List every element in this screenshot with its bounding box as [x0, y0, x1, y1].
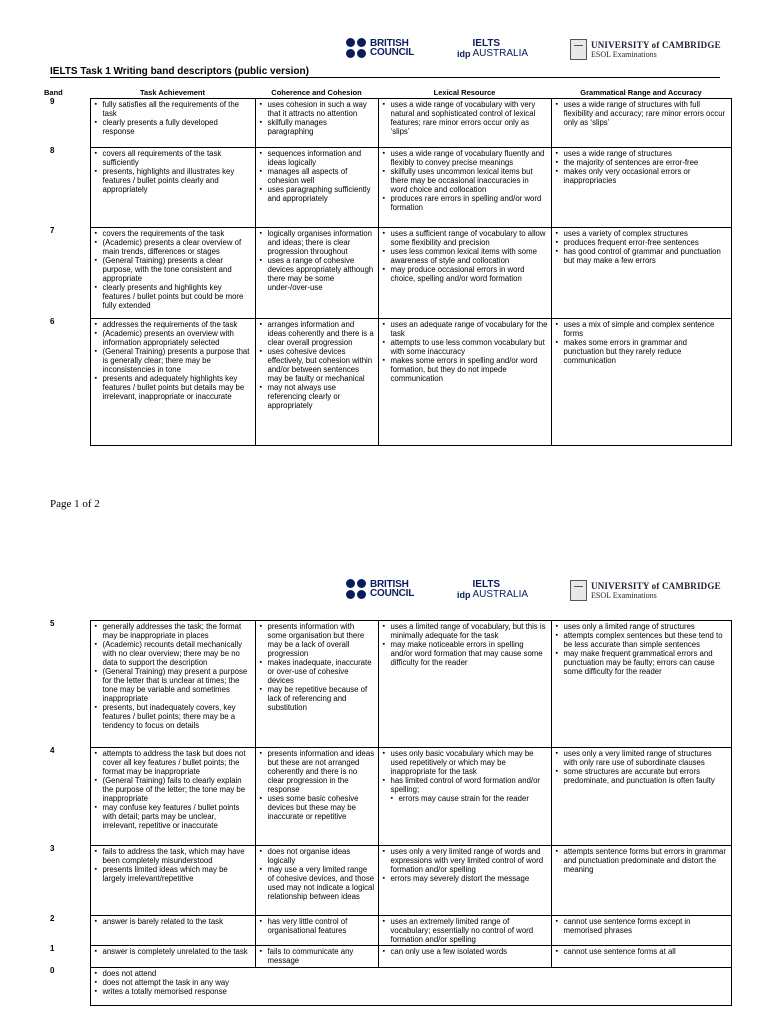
task-achievement-cell: [90, 319, 255, 446]
descriptor-list: [260, 229, 375, 292]
descriptor-item: ▪ uses a range of cohesive devices appropriately although there may be some under-/over-use: [260, 256, 375, 292]
descriptor-item: ▪ (General Training) may present a purpose for the letter that is unclear at times; the tone may be variable and sometimes inappropriate: [95, 667, 252, 703]
band-row-2: [48, 916, 731, 946]
descriptor-item: ▪ (General Training) fails to clearly explain the purpose of the letter; the tone may be inappropriate: [95, 776, 252, 803]
descriptor-item: ▪ uses only basic vocabulary which may be used repetitively or which may be inappropriate for the task: [383, 749, 548, 776]
descriptor-list: [383, 749, 548, 794]
coherence-cell: [255, 319, 378, 446]
descriptor-list: [95, 847, 252, 883]
task-achievement-cell: [90, 621, 255, 748]
lexical-cell: [378, 916, 551, 946]
lexical-cell: [378, 148, 551, 228]
band-number: 1: [50, 943, 55, 953]
lexical-cell: [378, 99, 551, 148]
descriptor-item: ▪ does not attend: [95, 969, 728, 978]
descriptor-list: [556, 847, 728, 874]
descriptor-item: ▪ uses only a very limited range of words and expressions with very limited control of word formation and/or spelling: [383, 847, 548, 874]
descriptor-item: ▪ (Academic) presents an overview with information appropriately selected: [95, 329, 252, 347]
descriptor-item: ▪ uses some basic cohesive devices but these may be inaccurate or repetitive: [260, 794, 375, 821]
descriptor-item: ▪ uses a wide range of vocabulary fluently and flexibly to convey precise meanings: [383, 149, 548, 167]
descriptor-list: [383, 320, 548, 383]
lexical-cell: [378, 846, 551, 916]
descriptor-item: ▪ uses an adequate range of vocabulary for the task: [383, 320, 548, 338]
descriptor-item: ▪ skilfully uses uncommon lexical items but there may be occasional inaccuracies in word choice and collocation: [383, 167, 548, 194]
descriptor-item: ▪ answer is barely related to the task: [95, 917, 252, 926]
descriptor-item: ▪ uses a limited range of vocabulary, but this is minimally adequate for the task: [383, 622, 548, 640]
ielts-australia-logo: idp IELTS AUSTRALIA: [457, 38, 529, 59]
descriptor-item: ▪ sequences information and ideas logically: [260, 149, 375, 167]
descriptor-item: ▪ uses only a very limited range of structures with only rare use of subordinate clauses: [556, 749, 728, 767]
descriptor-item: ▪ cannot use sentence forms at all: [556, 947, 728, 956]
descriptor-item: ▪ may confuse key features / bullet points with detail; parts may be unclear, irrelevant, repetitive or inaccurate: [95, 803, 252, 830]
descriptor-item: ▪ uses a wide range of structures with full flexibility and accuracy; rare minor errors occur only as ‘slips’: [556, 100, 728, 127]
descriptor-item: ▪ has limited control of word formation and/or spelling;: [383, 776, 548, 794]
descriptor-item: ▪ skilfully manages paragraphing: [260, 118, 375, 136]
logo-bar-page-2: [0, 577, 768, 611]
descriptor-item: ▪ may produce occasional errors in word choice, spelling and/or word formation: [383, 265, 548, 283]
descriptor-list: [95, 749, 252, 830]
descriptor-item: ▪ fails to address the task, which may have been completely misunderstood: [95, 847, 252, 865]
descriptor-item: ▪ can only use a few isolated words: [383, 947, 548, 956]
descriptor-list: [556, 947, 728, 956]
descriptor-list: [95, 969, 728, 996]
coherence-cell: [255, 99, 378, 148]
task-achievement-cell: [90, 968, 731, 1006]
band-number: 0: [50, 965, 55, 975]
band-number: 4: [50, 745, 55, 755]
descriptor-item: ▪ answer is completely unrelated to the task: [95, 947, 252, 956]
band-row-9: [48, 99, 731, 148]
coherence-cell: [255, 228, 378, 319]
descriptor-list: [556, 917, 728, 935]
descriptor-item: ▪ errors may cause strain for the reader: [391, 794, 548, 803]
logo-bar-page-1: [0, 36, 768, 70]
descriptor-item: ▪ some structures are accurate but errors predominate, and punctuation is often faulty: [556, 767, 728, 785]
task-achievement-cell: [90, 946, 255, 968]
descriptor-item: ▪ may use a very limited range of cohesive devices, and those used may not indicate a logical relationship between ideas: [260, 865, 375, 901]
descriptor-list: [383, 229, 548, 283]
descriptor-list: [95, 100, 252, 136]
header-task-achievement: Task Achievement: [139, 88, 206, 97]
descriptor-item: ▪ addresses the requirements of the task: [95, 320, 252, 329]
lexical-cell: [378, 228, 551, 319]
band-number: 9: [50, 96, 55, 106]
descriptor-list: [383, 794, 548, 803]
lexical-cell: [378, 748, 551, 846]
lexical-cell: [378, 946, 551, 968]
title-divider: [50, 77, 720, 78]
descriptor-table-page-2: [48, 620, 732, 1006]
band-row-4: [48, 748, 731, 846]
descriptor-item: ▪ may not always use referencing clearly or appropriately: [260, 383, 375, 410]
descriptor-list: [383, 622, 548, 667]
page-title: IELTS Task 1 Writing band descriptors (public version): [50, 66, 309, 77]
descriptor-item: ▪ presents information and ideas but these are not arranged coherently and there is no clear progression in the response: [260, 749, 375, 794]
british-council-logo: BRITISH COUNCIL: [346, 38, 414, 58]
band-number: 2: [50, 913, 55, 923]
descriptor-item: ▪ has good control of grammar and punctuation but may make a few errors: [556, 247, 728, 265]
band-number: 6: [50, 316, 55, 326]
grammar-cell: [551, 946, 731, 968]
descriptor-item: ▪ uses a variety of complex structures: [556, 229, 728, 238]
descriptor-list: [383, 847, 548, 883]
descriptor-list: [383, 149, 548, 212]
descriptor-list: [383, 947, 548, 956]
cambridge-esol-logo: UNIVERSITY of CAMBRIDGE ESOL Examinations: [570, 580, 721, 601]
descriptor-item: ▪ (General Training) presents a purpose that is generally clear; there may be inconsistencies in tone: [95, 347, 252, 374]
descriptor-item: ▪ presents limited ideas which may be largely irrelevant/repetitive: [95, 865, 252, 883]
descriptor-item: ▪ attempts to address the task but does not cover all key features / bullet points; the format may be inappropriate: [95, 749, 252, 776]
descriptor-item: ▪ clearly presents and highlights key features / bullet points but could be more fully extended: [95, 283, 252, 310]
band-row-1: [48, 946, 731, 968]
descriptor-item: ▪ clearly presents a fully developed response: [95, 118, 252, 136]
descriptor-item: ▪ presents, but inadequately covers, key features / bullet points; there may be a tendency to focus on details: [95, 703, 252, 730]
coherence-cell: [255, 946, 378, 968]
british-council-logo: BRITISH COUNCIL: [346, 579, 414, 599]
coherence-cell: [255, 148, 378, 228]
descriptor-list: [556, 749, 728, 785]
descriptor-item: ▪ makes some errors in grammar and punctuation but they rarely reduce communication: [556, 338, 728, 365]
lexical-cell: [378, 319, 551, 446]
task-achievement-cell: [90, 148, 255, 228]
descriptor-list: [260, 917, 375, 935]
descriptor-item: ▪ presents information with some organisation but there may be a lack of overall progression: [260, 622, 375, 658]
descriptor-list: [95, 320, 252, 401]
descriptor-item: ▪ (Academic) presents a clear overview of main trends, differences or stages: [95, 238, 252, 256]
grammar-cell: [551, 748, 731, 846]
coherence-cell: [255, 621, 378, 748]
descriptor-item: ▪ uses an extremely limited range of vocabulary; essentially no control of word formation and/or spelling: [383, 917, 548, 944]
cambridge-crest-icon: [570, 580, 587, 601]
descriptor-item: ▪ manages all aspects of cohesion well: [260, 167, 375, 185]
coherence-cell: [255, 916, 378, 946]
descriptor-item: ▪ attempts to use less common vocabulary but with some inaccuracy: [383, 338, 548, 356]
descriptor-item: ▪ may make frequent grammatical errors and punctuation may be faulty; errors can cause some difficulty for the reader: [556, 649, 728, 676]
descriptor-item: ▪ uses less common lexical items with some awareness of style and collocation: [383, 247, 548, 265]
descriptor-list: [95, 229, 252, 310]
task-achievement-cell: [90, 846, 255, 916]
descriptor-list: [260, 947, 375, 965]
band-number: 8: [50, 145, 55, 155]
band-number: 3: [50, 843, 55, 853]
descriptor-item: ▪ uses only a limited range of structures: [556, 622, 728, 631]
grammar-cell: [551, 319, 731, 446]
descriptor-list: [95, 947, 252, 956]
descriptor-item: ▪ uses a wide range of structures: [556, 149, 728, 158]
descriptor-item: ▪ attempts complex sentences but these tend to be less accurate than simple sentences: [556, 631, 728, 649]
descriptor-list: [260, 320, 375, 410]
descriptor-list: [556, 100, 728, 127]
descriptor-item: ▪ (Academic) recounts detail mechanically with no clear overview; there may be no data to support the description: [95, 640, 252, 667]
task-achievement-cell: [90, 916, 255, 946]
descriptor-item: ▪ does not organise ideas logically: [260, 847, 375, 865]
header-band: Band: [44, 88, 63, 97]
descriptor-item: ▪ uses cohesion in such a way that it attracts no attention: [260, 100, 375, 118]
descriptor-item: ▪ presents and adequately highlights key features / bullet points but details may be irrelevant, inappropriate or inaccurate: [95, 374, 252, 401]
descriptor-item: ▪ uses cohesive devices effectively, but cohesion within and/or between sentences may be faulty or mechanical: [260, 347, 375, 383]
descriptor-item: ▪ presents, highlights and illustrates key features / bullet points clearly and appropriately: [95, 167, 252, 194]
descriptor-table-page-1: [48, 98, 732, 446]
descriptor-list: [260, 847, 375, 901]
band-number: 7: [50, 225, 55, 235]
task-achievement-cell: [90, 99, 255, 148]
descriptor-item: ▪ writes a totally memorised response: [95, 987, 728, 996]
descriptor-item: ▪ may be repetitive because of lack of referencing and substitution: [260, 685, 375, 712]
header-coherence: Coherence and Cohesion: [271, 88, 362, 97]
descriptor-item: ▪ fully satisfies all the requirements of the task: [95, 100, 252, 118]
header-grammar: Grammatical Range and Accuracy: [580, 88, 702, 97]
descriptor-list: [95, 917, 252, 926]
descriptor-list: [383, 917, 548, 944]
descriptor-list: [95, 149, 252, 194]
descriptor-item: ▪ generally addresses the task; the format may be inappropriate in places: [95, 622, 252, 640]
descriptor-item: ▪ uses a mix of simple and complex sentence forms: [556, 320, 728, 338]
band-row-8: [48, 148, 731, 228]
descriptor-list: [383, 100, 548, 136]
band-number: 5: [50, 618, 55, 628]
header-lexical: Lexical Resource: [433, 88, 496, 97]
grammar-cell: [551, 916, 731, 946]
grammar-cell: [551, 228, 731, 319]
descriptor-list: [260, 149, 375, 203]
descriptor-item: ▪ cannot use sentence forms except in memorised phrases: [556, 917, 728, 935]
lexical-cell: [378, 621, 551, 748]
descriptor-list: [556, 149, 728, 185]
descriptor-item: ▪ (General Training) presents a clear purpose, with the tone consistent and appropriate: [95, 256, 252, 283]
descriptor-item: ▪ produces frequent error-free sentences: [556, 238, 728, 247]
grammar-cell: [551, 846, 731, 916]
descriptor-item: ▪ fails to communicate any message: [260, 947, 375, 965]
page-number: Page 1 of 2: [50, 498, 100, 510]
descriptor-item: ▪ has very little control of organisational features: [260, 917, 375, 935]
cambridge-esol-logo: UNIVERSITY of CAMBRIDGE ESOL Examinations: [570, 39, 721, 60]
band-row-0: [48, 968, 731, 1006]
descriptor-item: ▪ covers all requirements of the task sufficiently: [95, 149, 252, 167]
band-row-6: [48, 319, 731, 446]
descriptor-item: ▪ uses paragraphing sufficiently and appropriately: [260, 185, 375, 203]
descriptor-item: ▪ uses a sufficient range of vocabulary to allow some flexibility and precision: [383, 229, 548, 247]
descriptor-list: [260, 622, 375, 712]
cambridge-crest-icon: [570, 39, 587, 60]
band-row-7: [48, 228, 731, 319]
descriptor-item: ▪ makes inadequate, inaccurate or over-use of cohesive devices: [260, 658, 375, 685]
ielts-australia-logo: idp IELTS AUSTRALIA: [457, 579, 529, 600]
task-achievement-cell: [90, 228, 255, 319]
descriptor-item: ▪ does not attempt the task in any way: [95, 978, 728, 987]
grammar-cell: [551, 148, 731, 228]
descriptor-item: ▪ the majority of sentences are error-free: [556, 158, 728, 167]
descriptor-item: ▪ produces rare errors in spelling and/or word formation: [383, 194, 548, 212]
descriptor-item: ▪ uses a wide range of vocabulary with very natural and sophisticated control of lexical features; rare minor errors occur only as ‘slips’: [383, 100, 548, 136]
grammar-cell: [551, 621, 731, 748]
descriptor-list: [95, 622, 252, 730]
descriptor-item: ▪ logically organises information and ideas; there is clear progression throughout: [260, 229, 375, 256]
descriptor-item: ▪ may make noticeable errors in spelling and/or word formation that may cause some difficulty for the reader: [383, 640, 548, 667]
descriptor-list: [556, 622, 728, 676]
task-achievement-cell: [90, 748, 255, 846]
coherence-cell: [255, 846, 378, 916]
descriptor-item: ▪ makes only very occasional errors or inappropriacies: [556, 167, 728, 185]
descriptor-list: [556, 320, 728, 365]
band-row-3: [48, 846, 731, 916]
grammar-cell: [551, 99, 731, 148]
band-row-5: [48, 621, 731, 748]
descriptor-list: [556, 229, 728, 265]
descriptor-item: ▪ makes some errors in spelling and/or word formation, but they do not impede communication: [383, 356, 548, 383]
descriptor-list: [260, 749, 375, 821]
coherence-cell: [255, 748, 378, 846]
descriptor-list: [260, 100, 375, 136]
descriptor-item: ▪ attempts sentence forms but errors in grammar and punctuation predominate and distort the meaning: [556, 847, 728, 874]
descriptor-item: ▪ arranges information and ideas coherently and there is a clear overall progression: [260, 320, 375, 347]
descriptor-item: ▪ covers the requirements of the task: [95, 229, 252, 238]
descriptor-item: ▪ errors may severely distort the message: [383, 874, 548, 883]
